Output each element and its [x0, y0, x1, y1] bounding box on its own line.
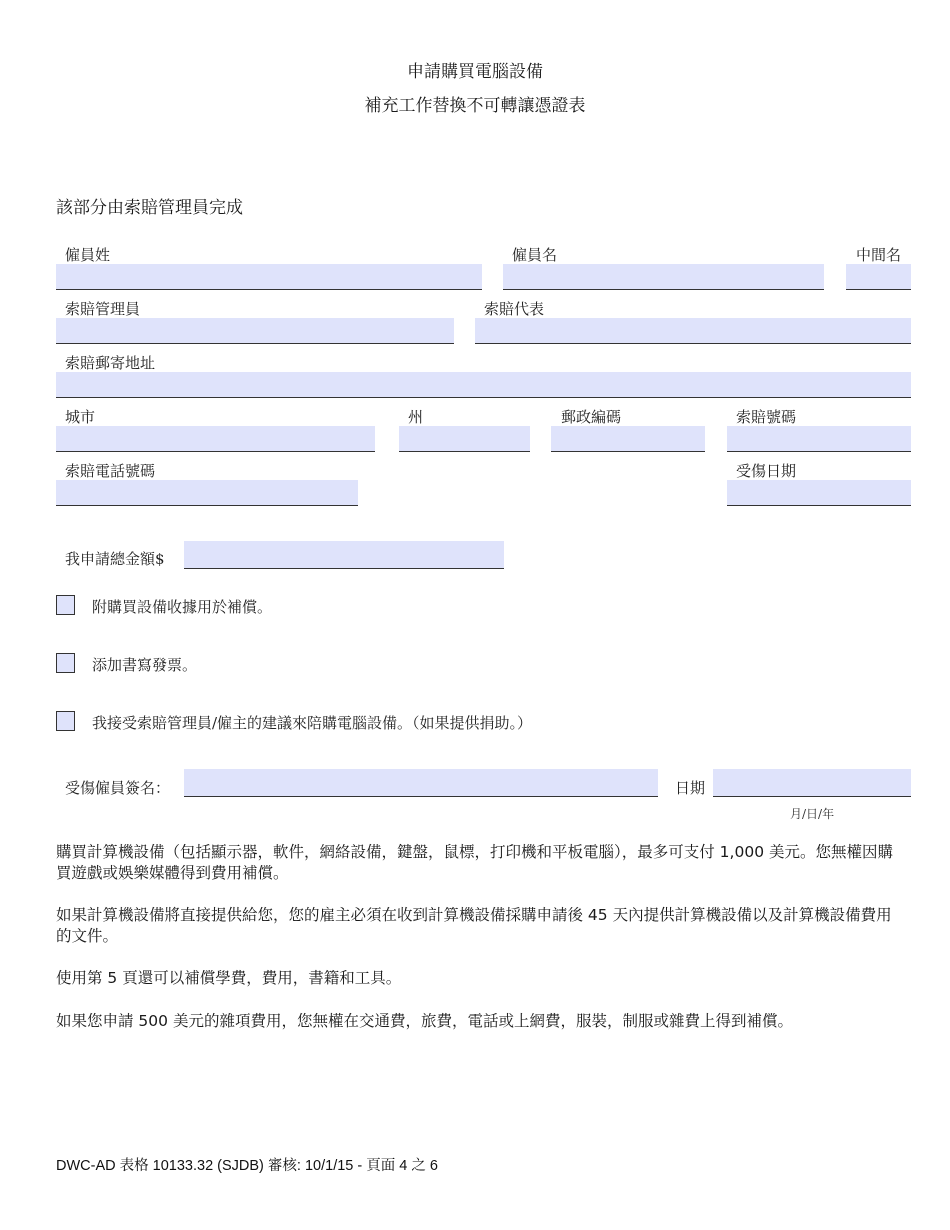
zip-code-field[interactable]	[551, 426, 705, 452]
claims-administrator-field[interactable]	[56, 318, 454, 344]
accept-recommendation-checkbox[interactable]	[56, 711, 75, 731]
form-footer: DWC-AD 表格 10133.32 (SJDB) 審核: 10/1/15 - 頁面 4 之 6	[56, 1158, 438, 1174]
employer-deadline-paragraph: 如果計算機設備將直接提供給您，您的雇主必須在收到計算機設備採購申請後 45 天內提供計算機設備以及計算機設備費用的文件。	[56, 906, 892, 945]
total-amount-label: 我申請總金額$	[65, 550, 165, 568]
claims-mailing-address-field[interactable]	[56, 372, 911, 398]
date-format-hint: 月/日/年	[790, 807, 835, 821]
signature-field[interactable]	[184, 769, 658, 797]
city-field[interactable]	[56, 426, 375, 452]
page-five-paragraph: 使用第 5 頁還可以補償學費，費用，書籍和工具。	[56, 969, 402, 987]
state-label: 州	[408, 408, 424, 426]
total-amount-field[interactable]	[184, 541, 504, 569]
receipts-checkbox[interactable]	[56, 595, 75, 615]
city-label: 城市	[65, 408, 96, 426]
accept-recommendation-checkbox-label: 我接受索賠管理員/僱主的建議來陪購電腦設備。（如果提供捐助。）	[92, 714, 533, 732]
claims-representative-label: 索賠代表	[484, 300, 545, 318]
form-title: 申請購買電腦設備	[407, 62, 543, 82]
employee-last-name-label: 僱員姓	[65, 246, 111, 264]
equipment-limit-paragraph: 購買計算機設備（包括顯示器，軟件，網絡設備，鍵盤，鼠標，打印機和平板電腦），最多可支付 1,000 美元。您無權因購買遊戲或娛樂媒體得到費用補償。	[56, 843, 893, 882]
claims-phone-field[interactable]	[56, 480, 358, 506]
employee-first-name-field[interactable]	[503, 264, 824, 290]
claims-phone-label: 索賠電話號碼	[65, 462, 156, 480]
form-subtitle: 補充工作替換不可轉讓憑證表	[364, 96, 586, 116]
date-of-injury-field[interactable]	[727, 480, 911, 506]
state-field[interactable]	[399, 426, 530, 452]
zip-code-label: 郵政編碼	[561, 408, 622, 426]
claim-number-label: 索賠號碼	[736, 408, 797, 426]
middle-name-field[interactable]	[846, 264, 911, 290]
written-invoice-checkbox-label: 添加書寫發票。	[92, 656, 198, 674]
claim-number-field[interactable]	[727, 426, 911, 452]
section-heading: 該部分由索賠管理員完成	[56, 198, 243, 218]
claims-administrator-label: 索賠管理員	[65, 300, 141, 318]
employee-last-name-field[interactable]	[56, 264, 482, 290]
claims-representative-field[interactable]	[475, 318, 911, 344]
signature-date-field[interactable]	[713, 769, 911, 797]
miscellaneous-expense-paragraph: 如果您申請 500 美元的雜項費用，您無權在交通費，旅費，電話或上網費，服裝，制服或雜費上得到補償。	[56, 1012, 793, 1030]
receipts-checkbox-label: 附購買設備收據用於補償。	[92, 598, 273, 616]
employee-first-name-label: 僱員名	[512, 246, 558, 264]
middle-name-label: 中間名	[856, 246, 902, 264]
date-of-injury-label: 受傷日期	[736, 462, 797, 480]
written-invoice-checkbox[interactable]	[56, 653, 75, 673]
claims-mailing-address-label: 索賠郵寄地址	[65, 354, 156, 372]
signature-label: 受傷僱員簽名：	[65, 779, 171, 797]
signature-date-label: 日期	[675, 779, 706, 797]
